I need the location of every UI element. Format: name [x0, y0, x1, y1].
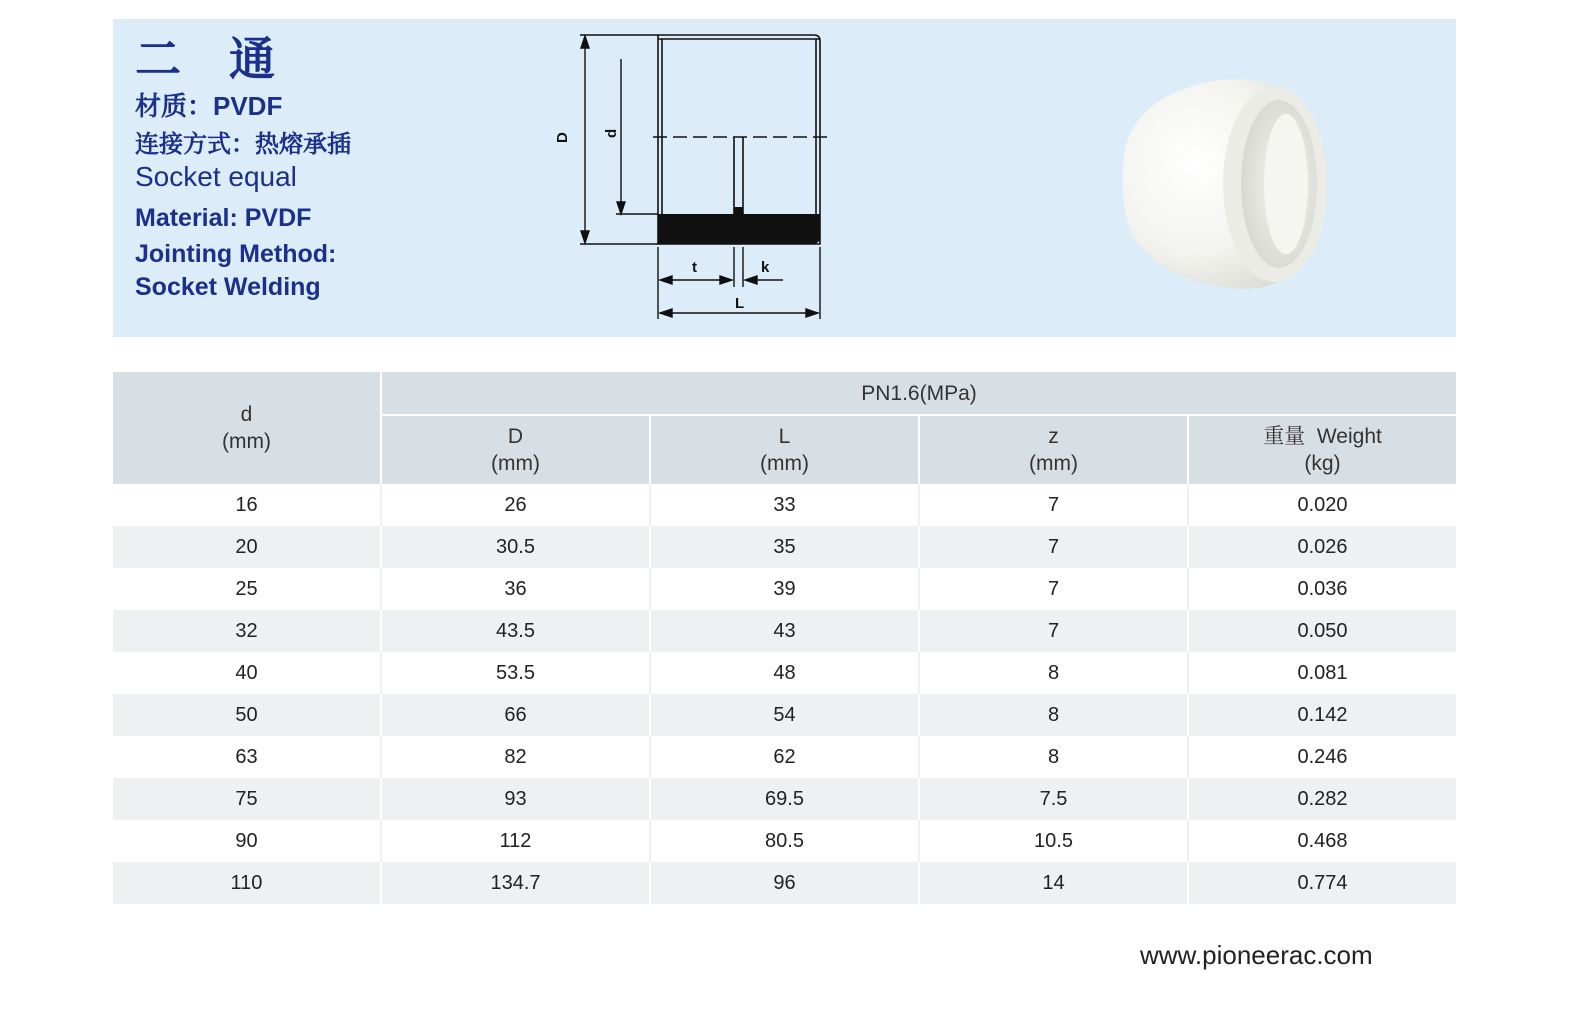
- cell-z: 8: [919, 652, 1188, 694]
- cell-d: 16: [113, 484, 381, 526]
- cell-d: 110: [113, 862, 381, 904]
- socket-wall-section: [658, 214, 820, 244]
- table-row: [113, 778, 1456, 820]
- header-weight: [1188, 415, 1456, 484]
- cell-d: 32: [113, 610, 381, 652]
- dim-label-D: D: [554, 132, 571, 143]
- material-cn: 材质：PVDF: [135, 91, 283, 121]
- cell-z: 14: [919, 862, 1188, 904]
- cell-z: 10.5: [919, 820, 1188, 862]
- cell-D: 82: [381, 736, 650, 778]
- title-char-1: 二: [135, 32, 181, 86]
- cell-d: 90: [113, 820, 381, 862]
- table-row: [113, 484, 1456, 526]
- table-row: [113, 694, 1456, 736]
- cell-d: 63: [113, 736, 381, 778]
- cell-weight: 0.081: [1188, 652, 1456, 694]
- jointing-method-en-label: Jointing Method:: [135, 240, 337, 268]
- product-photo: [1103, 59, 1363, 309]
- cell-weight: 0.050: [1188, 610, 1456, 652]
- header-D-name: D: [507, 425, 524, 448]
- cell-z: 8: [919, 736, 1188, 778]
- cell-z: 7: [919, 526, 1188, 568]
- cell-weight: 0.036: [1188, 568, 1456, 610]
- product-banner: [113, 19, 1456, 337]
- table-row: [113, 820, 1456, 862]
- cell-L: 80.5: [650, 820, 919, 862]
- cell-d: 20: [113, 526, 381, 568]
- dim-label-t: t: [692, 259, 697, 276]
- header-d-name: d: [240, 403, 253, 426]
- cell-L: 35: [650, 526, 919, 568]
- dim-label-L: L: [735, 295, 745, 312]
- cell-L: 96: [650, 862, 919, 904]
- spec-table: [113, 372, 1456, 904]
- product-name-en: Socket equal: [135, 161, 297, 192]
- cell-L: 33: [650, 484, 919, 526]
- cell-d: 75: [113, 778, 381, 820]
- header-L-name: L: [778, 425, 791, 448]
- cell-D: 112: [381, 820, 650, 862]
- cell-D: 26: [381, 484, 650, 526]
- socket-technical-drawing: [554, 19, 958, 337]
- table-row: [113, 610, 1456, 652]
- table-row: [113, 736, 1456, 778]
- cell-z: 7.5: [919, 778, 1188, 820]
- cell-D: 43.5: [381, 610, 650, 652]
- dim-label-k: k: [761, 259, 770, 276]
- product-title: [135, 31, 275, 87]
- cell-z: 7: [919, 610, 1188, 652]
- header-z-name: z: [1048, 425, 1059, 448]
- jointing-method-cn: 连接方式：热熔承插: [135, 131, 351, 158]
- cell-z: 7: [919, 484, 1188, 526]
- table-row: [113, 862, 1456, 904]
- cell-D: 36: [381, 568, 650, 610]
- header-z: [919, 415, 1188, 484]
- cell-d: 50: [113, 694, 381, 736]
- website-link[interactable]: www.pioneerac.com: [1140, 940, 1373, 970]
- cell-z: 7: [919, 568, 1188, 610]
- cell-weight: 0.026: [1188, 526, 1456, 568]
- cell-L: 62: [650, 736, 919, 778]
- title-char-2: 通: [229, 32, 275, 86]
- cell-D: 53.5: [381, 652, 650, 694]
- header-L: [650, 415, 919, 484]
- cell-D: 134.7: [381, 862, 650, 904]
- cell-D: 30.5: [381, 526, 650, 568]
- cell-weight: 0.020: [1188, 484, 1456, 526]
- header-L-unit: (mm): [760, 452, 809, 475]
- material-en: Material: PVDF: [135, 204, 312, 232]
- cell-weight: 0.142: [1188, 694, 1456, 736]
- header-weight-unit: (kg): [1304, 452, 1341, 475]
- cell-weight: 0.246: [1188, 736, 1456, 778]
- header-weight-name: 重量 Weight: [1263, 425, 1382, 448]
- header-d-unit: (mm): [222, 430, 271, 453]
- cell-d: 25: [113, 568, 381, 610]
- cell-weight: 0.774: [1188, 862, 1456, 904]
- cell-L: 43: [650, 610, 919, 652]
- cell-weight: 0.468: [1188, 820, 1456, 862]
- cell-D: 66: [381, 694, 650, 736]
- cell-z: 8: [919, 694, 1188, 736]
- dim-label-d: d: [603, 128, 620, 138]
- header-D-unit: (mm): [491, 452, 540, 475]
- cell-d: 40: [113, 652, 381, 694]
- header-D: [381, 415, 650, 484]
- header-z-unit: (mm): [1029, 452, 1078, 475]
- cell-D: 93: [381, 778, 650, 820]
- cell-L: 39: [650, 568, 919, 610]
- jointing-method-en-value: Socket Welding: [135, 273, 321, 301]
- table-row: [113, 526, 1456, 568]
- cell-L: 48: [650, 652, 919, 694]
- header-pressure-group: PN1.6(MPa): [381, 372, 1456, 415]
- cell-weight: 0.282: [1188, 778, 1456, 820]
- table-row: [113, 652, 1456, 694]
- header-d: [113, 372, 381, 484]
- cell-L: 69.5: [650, 778, 919, 820]
- table-row: [113, 568, 1456, 610]
- cell-L: 54: [650, 694, 919, 736]
